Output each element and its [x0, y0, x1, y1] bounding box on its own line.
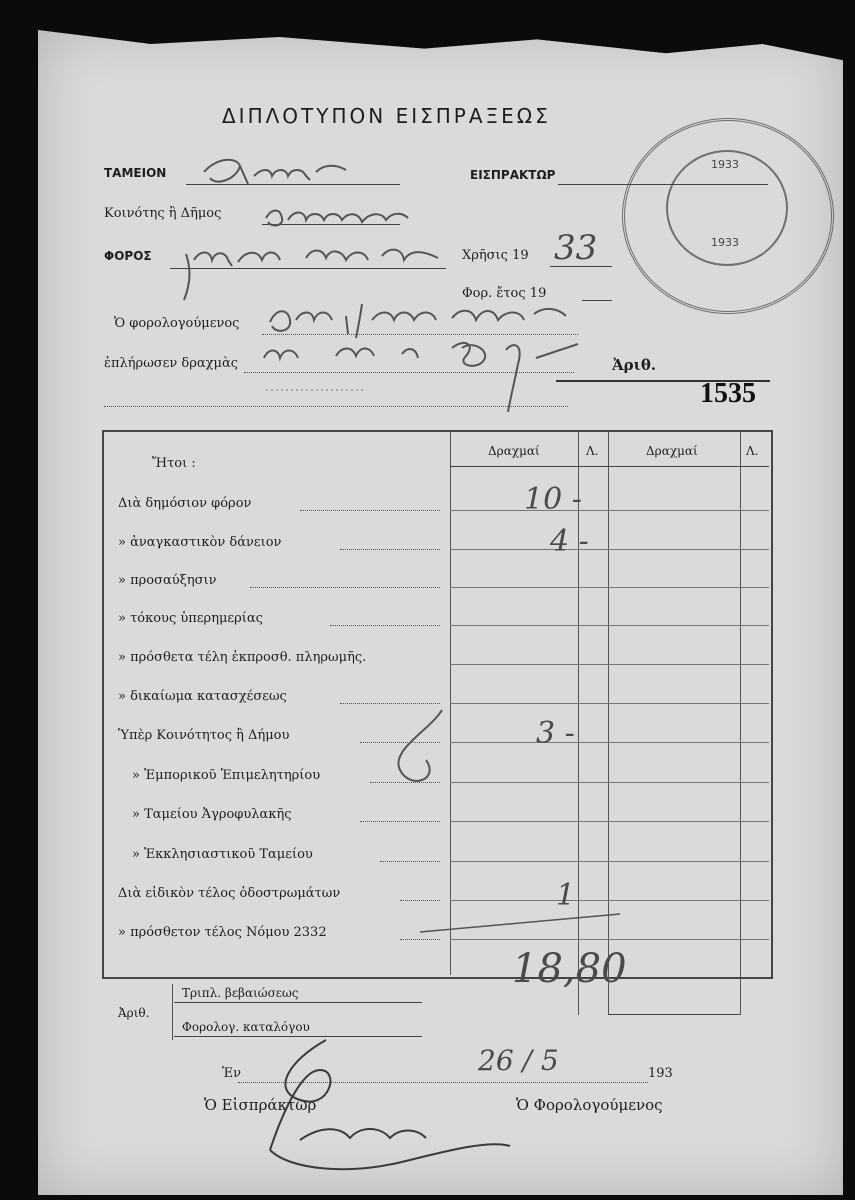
for-etos-line	[582, 300, 612, 301]
row-value-daneion: 4 -	[550, 524, 589, 559]
table-row-label: » Ἐμπορικοῦ Ἐπιμελητηρίου	[132, 768, 321, 783]
extra-line	[104, 406, 568, 407]
grid-row-line	[450, 510, 769, 511]
row-leader	[330, 625, 440, 626]
arith-label: Ἀριθ.	[612, 356, 657, 374]
footer-arith-label: Ἀριθ.	[118, 1006, 150, 1020]
foros-handwriting	[176, 236, 446, 306]
forolog-label: Φορολογ. καταλόγου	[182, 1020, 310, 1034]
foros-label: ΦΟΡΟΣ	[104, 249, 152, 263]
row-leader	[300, 510, 440, 511]
tameion-label: ΤΑΜΕΙΟΝ	[104, 166, 167, 180]
tripl-label: Τριπλ. βεβαιώσεως	[182, 986, 299, 1000]
stamp-year-bottom: 1933	[711, 236, 739, 249]
col-drachmai-2: Δραχμαί	[646, 444, 698, 458]
table-row-label: » πρόσθετον τέλος Νόμου 2332	[118, 925, 327, 940]
row-value-koinotis: 3 -	[536, 716, 575, 751]
forologoumenos-sign-label: Ὁ Φορολογούμενος	[516, 1096, 663, 1114]
table-row-label: » τόκους ὑπερημερίας	[118, 611, 263, 626]
year-label: 193	[648, 1066, 673, 1081]
table-row-label: » Ταμείου Ἀγροφυλακῆς	[132, 807, 292, 822]
table-row-label: » πρόσθετα τέλη ἐκπροσθ. πληρωμῆς.	[118, 650, 367, 665]
table-row-label: » Ἐκκλησιαστικοῦ Ταμείου	[132, 847, 313, 862]
grid-row-line	[450, 664, 769, 665]
margin-scribbles	[330, 700, 630, 960]
document-title: ΔΙΠΛΟΤΥΠΟΝ ΕΙΣΠΡΑΞΕΩΣ	[222, 104, 551, 128]
xrisis-value: 33	[554, 228, 598, 268]
table-row-label: » δικαίωμα κατασχέσεως	[118, 689, 287, 704]
footer-bracket	[172, 984, 173, 1040]
table-row-label: Διὰ δημόσιον φόρον	[118, 496, 252, 511]
forologoumenos-label: Ὁ φορολογούμενος	[114, 316, 240, 331]
col-l-1: Λ.	[586, 444, 599, 458]
tripl-line	[174, 1002, 422, 1003]
row-leader	[340, 549, 440, 550]
table-row-label: Διὰ εἰδικὸν τέλος ὁδοστρωμάτων	[118, 886, 341, 901]
col-divider-4	[740, 432, 741, 1015]
grid-row-line	[450, 549, 769, 550]
document-number: 1535	[700, 378, 756, 409]
col-drachmai-1: Δραχμαί	[488, 444, 540, 458]
tameion-handwriting	[196, 150, 356, 192]
row-value-dimosios: 10 -	[524, 482, 582, 517]
eispraktor-signature	[230, 1030, 530, 1180]
total-value: 18,80	[512, 946, 627, 992]
grid-row-line	[450, 587, 769, 588]
xrisis-label: Χρῆσις 19	[462, 248, 529, 263]
eispraktor-sign-label: Ὁ Εἰσπράκτωρ	[204, 1096, 317, 1114]
row-value-odostromaton: 1	[556, 878, 576, 913]
table-row-label: » προσαύξησιν	[118, 573, 217, 588]
en-label: Ἐν	[222, 1066, 241, 1081]
koinotis-label: Κοινότης ἢ Δῆμος	[104, 206, 222, 221]
table-row-label: » ἀναγκαστικὸν δάνειον	[118, 535, 282, 550]
table-row-label: Ὑπὲρ Κοινότητος ἢ Δήμου	[118, 728, 290, 743]
koinotis-handwriting	[262, 200, 412, 232]
eispraktor-label: ΕΙΣΠΡΑΚΤΩΡ	[470, 168, 556, 182]
for-etos-label: Φορ. ἔτος 19	[462, 286, 547, 301]
bottom-sub-line	[608, 1014, 740, 1015]
stamp-year-top: 1933	[711, 158, 739, 171]
row-leader	[250, 587, 440, 588]
itoi-label: Ἤτοι :	[152, 456, 196, 471]
col-l-2: Λ.	[746, 444, 759, 458]
eplirosen-label: ἐπλήρωσεν δραχμὰς	[104, 356, 239, 371]
grid-row-line	[450, 625, 769, 626]
eispraktor-line	[558, 184, 768, 185]
header-row-line	[450, 466, 769, 467]
date-value: 26 / 5	[478, 1044, 559, 1077]
eplirosen-handwriting	[256, 334, 586, 414]
